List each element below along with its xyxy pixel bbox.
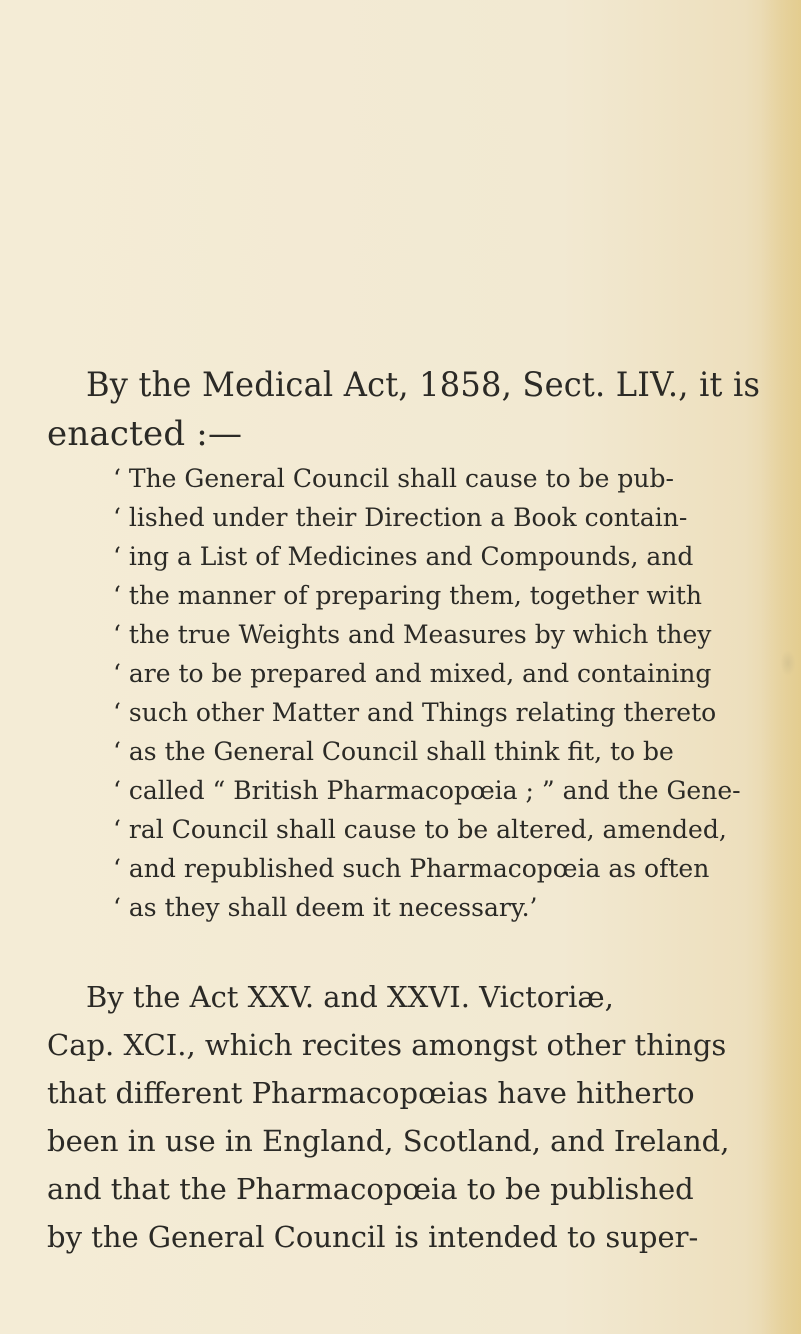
quote-line-12: ‘ as they shall deem it necessary.’ xyxy=(113,893,538,922)
intro-line-2: enacted :— xyxy=(47,414,243,454)
quote-line-6: ‘ are to be prepared and mixed, and containing xyxy=(113,659,712,688)
quote-line-3: ‘ ing a List of Medicines and Compounds, and xyxy=(113,542,694,571)
para2-line-5: and that the Pharmacopœia to be published xyxy=(47,1172,694,1206)
quote-line-2: ‘ lished under their Direction a Book contain- xyxy=(113,503,688,532)
intro-line-1: By the Medical Act, 1858, Sect. LIV., it is xyxy=(86,365,761,405)
quote-line-4: ‘ the manner of preparing them, together with xyxy=(113,581,703,610)
para2-line-4: been in use in England, Scotland, and Ireland, xyxy=(47,1124,730,1158)
quote-line-9: ‘ called “ British Pharmacopœia ; ” and the Gene- xyxy=(113,776,741,805)
quote-line-5: ‘ the true Weights and Measures by which they xyxy=(113,620,712,649)
quote-line-10: ‘ ral Council shall cause to be altered, amended, xyxy=(113,815,727,844)
para2-line-2: Cap. XCI., which recites amongst other things xyxy=(47,1028,727,1062)
quote-line-1: ‘ The General Council shall cause to be pub- xyxy=(113,464,674,493)
quote-line-11: ‘ and republished such Pharmacopœia as often xyxy=(113,854,710,883)
para2-line-6: by the General Council is intended to super- xyxy=(47,1220,699,1254)
quote-line-8: ‘ as the General Council shall think fit, to be xyxy=(113,737,674,766)
paper-stain xyxy=(780,650,796,676)
quote-line-7: ‘ such other Matter and Things relating thereto xyxy=(113,698,717,727)
para2-line-1: By the Act XXV. and XXVI. Victoriæ, xyxy=(86,980,614,1014)
para2-line-3: that different Pharmacopœias have hitherto xyxy=(47,1076,695,1110)
